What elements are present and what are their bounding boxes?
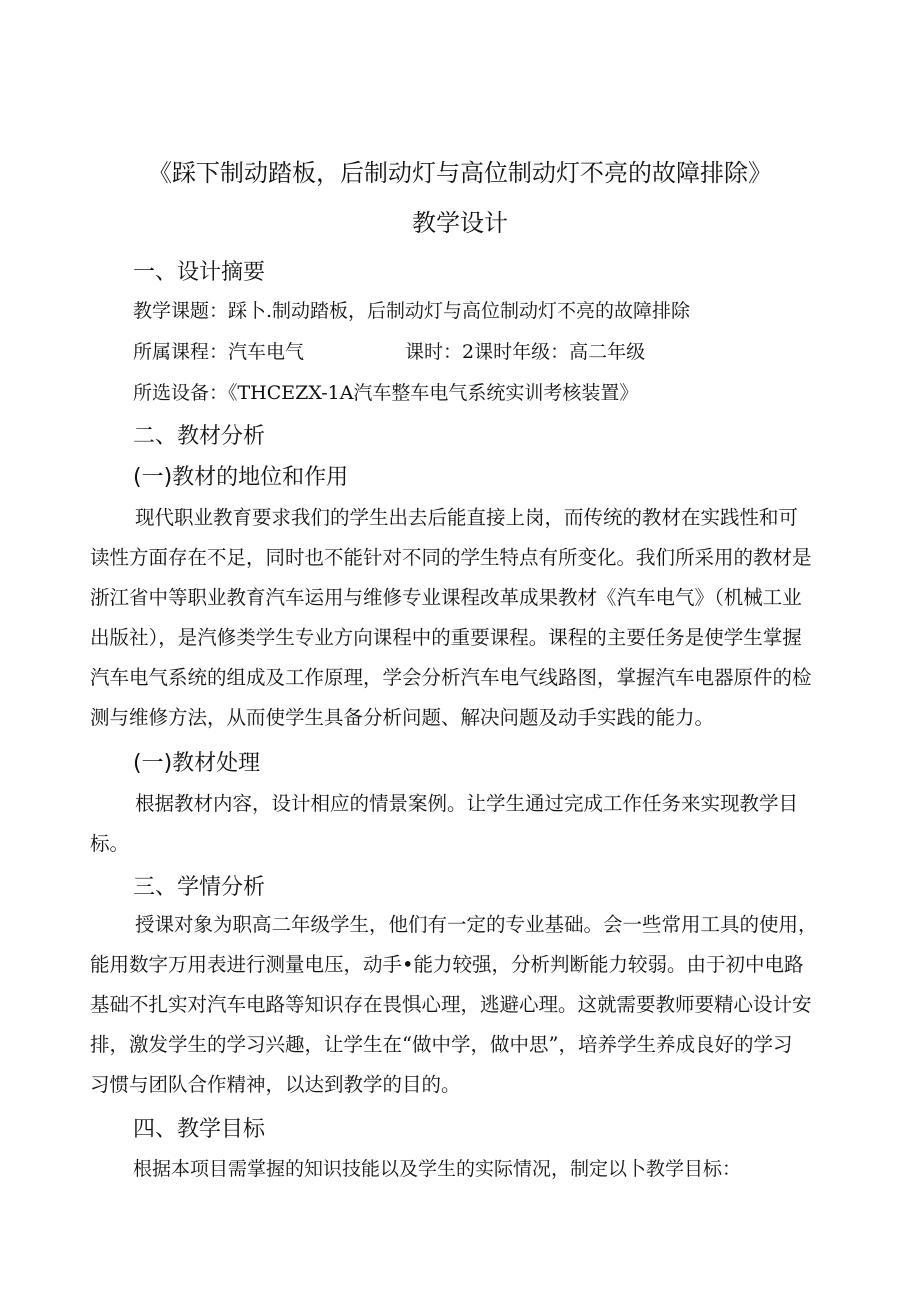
document-title: 《踩下制动踏板，后制动灯与高位制动灯不亮的故障排除》: [148, 159, 772, 187]
paragraph-line: 能用数字万用表进行测量电压，动手•能力较强，分析判断能力较弱。由于初中电路: [90, 953, 804, 976]
paragraph-line: 基础不扎实对汽车电路等知识存在畏惧心理，逃避心理。这就需要教师要精心设计安: [90, 993, 812, 1016]
topic-line: 教学课题：踩卜.制动踏板，后制动灯与高位制动灯不亮的故障排除: [133, 300, 691, 322]
paragraph-line: 习惯与团队合作精神，以达到教学的目的。: [90, 1073, 461, 1096]
paragraph-line: 汽车电气系统的组成及工作原理，学会分析汽车电气线路图，掌握汽车电器原件的检: [90, 666, 812, 689]
section-heading-textbook-analysis: 二、教材分析: [133, 424, 266, 449]
paragraph-textbook-role: [90, 498, 830, 738]
subheading-textbook-processing: (一)教材处理: [133, 751, 261, 776]
paragraph-line: 出版社），是汽修类学生专业方向课程中的重要课程。课程的主要任务是使学生掌握: [90, 626, 802, 649]
subheading-textbook-role: (一)教材的地位和作用: [133, 465, 349, 490]
paragraph-line: 授课对象为职高二年级学生，他们有一定的专业基础。会一些常用工具的使用，: [135, 913, 818, 936]
paragraph-line: 测与维修方法，从而使学生具备分析问题、解决问题及动手实践的能力。: [90, 706, 715, 729]
course-line: 所属课程：汽车电气: [133, 341, 305, 363]
paragraph-textbook-processing: [90, 784, 830, 864]
paragraph-student-analysis: [90, 905, 830, 1105]
paragraph-line: 根据教材内容，设计相应的情景案例。让学生通过完成工作任务来实现教学目: [135, 792, 799, 815]
paragraph-line: 排，激发学生的学习兴趣，让学生在“做中学，做中思”，培养学生养成良好的学习: [90, 1033, 793, 1056]
paragraph-line: 现代职业教育要求我们的学生出去后能直接上岗，而传统的教材在实践性和可: [135, 506, 799, 529]
equipment-line: 所选设备：《THCEZX-1A汽车整车电气系统实训考核装置》: [133, 382, 639, 404]
teaching-goals-intro: 根据本项目需掌握的知识技能以及学生的实际情况，制定以卜教学目标：: [133, 1158, 742, 1180]
paragraph-line: 标。: [90, 832, 130, 855]
paragraph-line: 读性方面存在不足，同时也不能针对不同的学生特点有所变化。我们所采用的教材是: [90, 546, 812, 569]
paragraph-line: 浙江省中等职业教育汽车运用与维修专业课程改革成果教材《汽车电气》（机械工业: [90, 586, 802, 609]
section-heading-student-analysis: 三、学情分析: [133, 875, 266, 900]
document-subtitle: 教学设计: [412, 209, 508, 237]
hours-grade-line: 课时：2课时年级：高二年级: [405, 341, 646, 363]
section-heading-teaching-goals: 四、教学目标: [133, 1117, 266, 1142]
section-heading-summary: 一、设计摘要: [133, 260, 266, 285]
